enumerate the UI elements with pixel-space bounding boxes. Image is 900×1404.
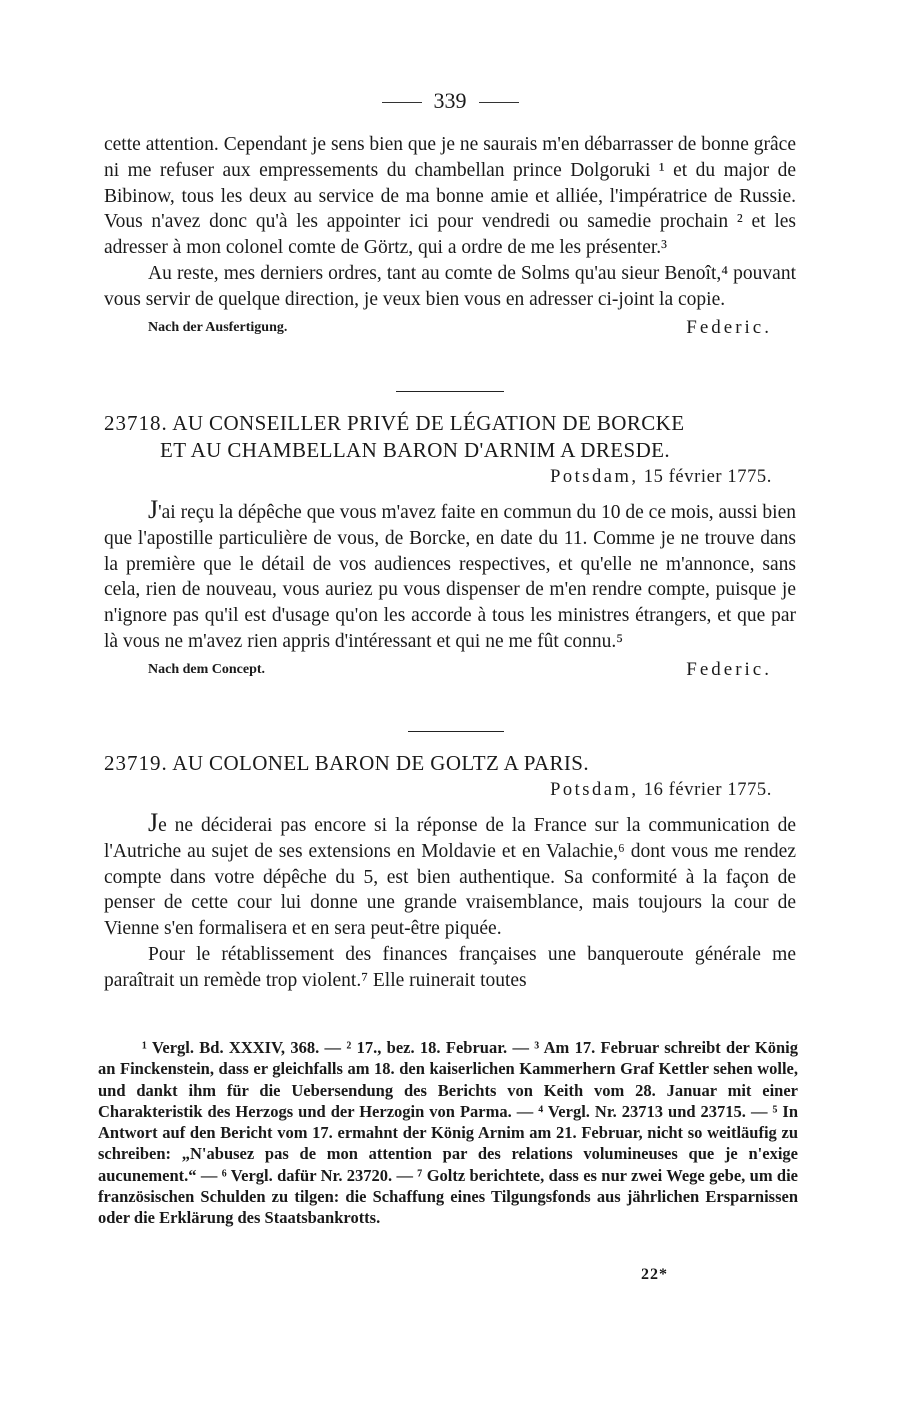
continuation-closing <box>104 261 796 313</box>
source-note: Nach dem Concept. <box>148 661 266 677</box>
continuation-footer <box>104 313 796 341</box>
letter-title-line-1: AU CONSEILLER PRIVÉ DE LÉGATION DE BORCKE <box>172 411 685 435</box>
source-note: Nach der Ausfertigung. <box>148 319 288 335</box>
letter-continuation <box>104 132 796 340</box>
letter-title-line-2: ET AU CHAMBELLAN BARON D'ARNIM A DRESDE. <box>160 438 671 462</box>
letter-number: 23718. <box>104 411 168 435</box>
letter-heading <box>104 750 804 777</box>
letter-number: 23719. <box>104 751 168 775</box>
letter-body <box>104 810 796 994</box>
letter-dateline <box>550 780 772 801</box>
dateline-place: Potsdam, <box>550 780 639 800</box>
letter-paragraph: Pour le rétablissement des finances françaises une banqueroute générale me paraîtrait un remède trop violent.⁷ Elle ruinerait toutes <box>104 943 796 991</box>
footnotes-text: ¹ Vergl. Bd. XXXIV, 368. — ² 17., bez. 18. Februar. — ³ Am 17. Februar schreibt der König an Finckenstein, dass er gleichfalls am 18. den kaiserlichen Kammerhern Graf Kettler sehen wolle, und dankt ihm für die Uebersendung des Berichts von Keith vom 28. Januar mit einer Charakteristik des Herzogs und der Herzogin von Parma. — ⁴ Vergl. Nr. 23713 und 23715. — ⁵ In Antwort auf den Bericht vom 17. ermahnt der König Arnim am 21. Februar, nicht so weitläufig zu schreiben: „N'abusez pas de mon attention par des relations volumineuses que je n'exige aucunement.“ — ⁶ Vergl. dafür Nr. 23720. — ⁷ Goltz berichtete, dass es nur zwei Wege gebe, um die französischen Schulden zu tilgen: die Schaffung eines Tilgungsfonds aus jährlichen Ersparnissen oder die Erklärung des Staatsbankrotts. <box>98 1038 798 1228</box>
letter-body <box>104 497 796 683</box>
page-number: 339 <box>433 88 467 113</box>
continuation-paragraph-2: Au reste, mes derniers ordres, tant au comte de Solms qu'au sieur Benoît,⁴ pouvant vous servir de quelque direction, je veux bien vous en adresser ci-joint la copie. <box>104 262 796 310</box>
header-dash-right <box>479 102 519 103</box>
letter-title: AU COLONEL BARON DE GOLTZ A PARIS. <box>172 751 589 775</box>
signature: Federic. <box>686 316 772 338</box>
footnotes <box>98 1037 798 1229</box>
letter-paragraph <box>104 497 796 655</box>
drop-cap: J <box>148 808 159 837</box>
letter-paragraph <box>104 810 796 942</box>
letter-heading <box>104 410 804 464</box>
header-dash-left <box>382 102 422 103</box>
dateline-date: 15 février 1775. <box>643 467 772 487</box>
drop-cap: J <box>148 495 159 524</box>
letter-dateline <box>550 467 772 488</box>
letter-paragraph-text: e ne déciderai pas encore si la réponse de la France sur la communication de l'Autriche au sujet de ses extensions en Moldavie et en Valachie,⁶ dont vous me rendez compte dans votre dépêche du 5, est bien authentique. Sa conformité à la façon de penser de cette cour lui donne une grande vraisemblance, mais toujours la cour de Vienne s'en formalisera et en sera peut-être piquée. <box>104 815 796 940</box>
continuation-paragraph-1: cette attention. Cependant je sens bien que je ne saurais m'en débarrasser de bonne grâce ni me refuser aux empressements du chambellan prince Dolgoruki ¹ et du major de Bibinow, tous les deux au service de ma bonne amie et alliée, l'impératrice de Russie. Vous n'avez donc qu'à les appointer ici pour vendredi ou samedie prochain ² et les adresser à mon colonel comte de Görtz, qui a ordre de me les présenter.³ <box>104 134 796 259</box>
section-divider <box>408 731 504 732</box>
letter-paragraph-text: 'ai reçu la dépêche que vous m'avez faite en commun du 10 de ce mois, aussi bien que l'apostille particulière de vous, de Borcke, en date du 11. Comme je ne trouve dans la première que le détail de vos audiences respectives, et qu'elle ne m'annonce, sans cela, rien de nouveau, vous auriez pu vous dispenser de m'en rendre compte, puisque je n'ignore pas qu'il est d'usage qu'on les accorde à tous les ministres étrangers, et que par là vous ne m'avez rien appris d'intéressant et qui ne me fût connu.⁵ <box>104 502 796 652</box>
section-divider <box>396 391 504 392</box>
letter-footer <box>104 655 796 683</box>
dateline-place: Potsdam, <box>550 467 639 487</box>
page-header <box>0 88 900 114</box>
dateline-date: 16 février 1775. <box>643 780 772 800</box>
signature: Federic. <box>686 658 772 680</box>
signature-mark: 22* <box>641 1266 668 1283</box>
